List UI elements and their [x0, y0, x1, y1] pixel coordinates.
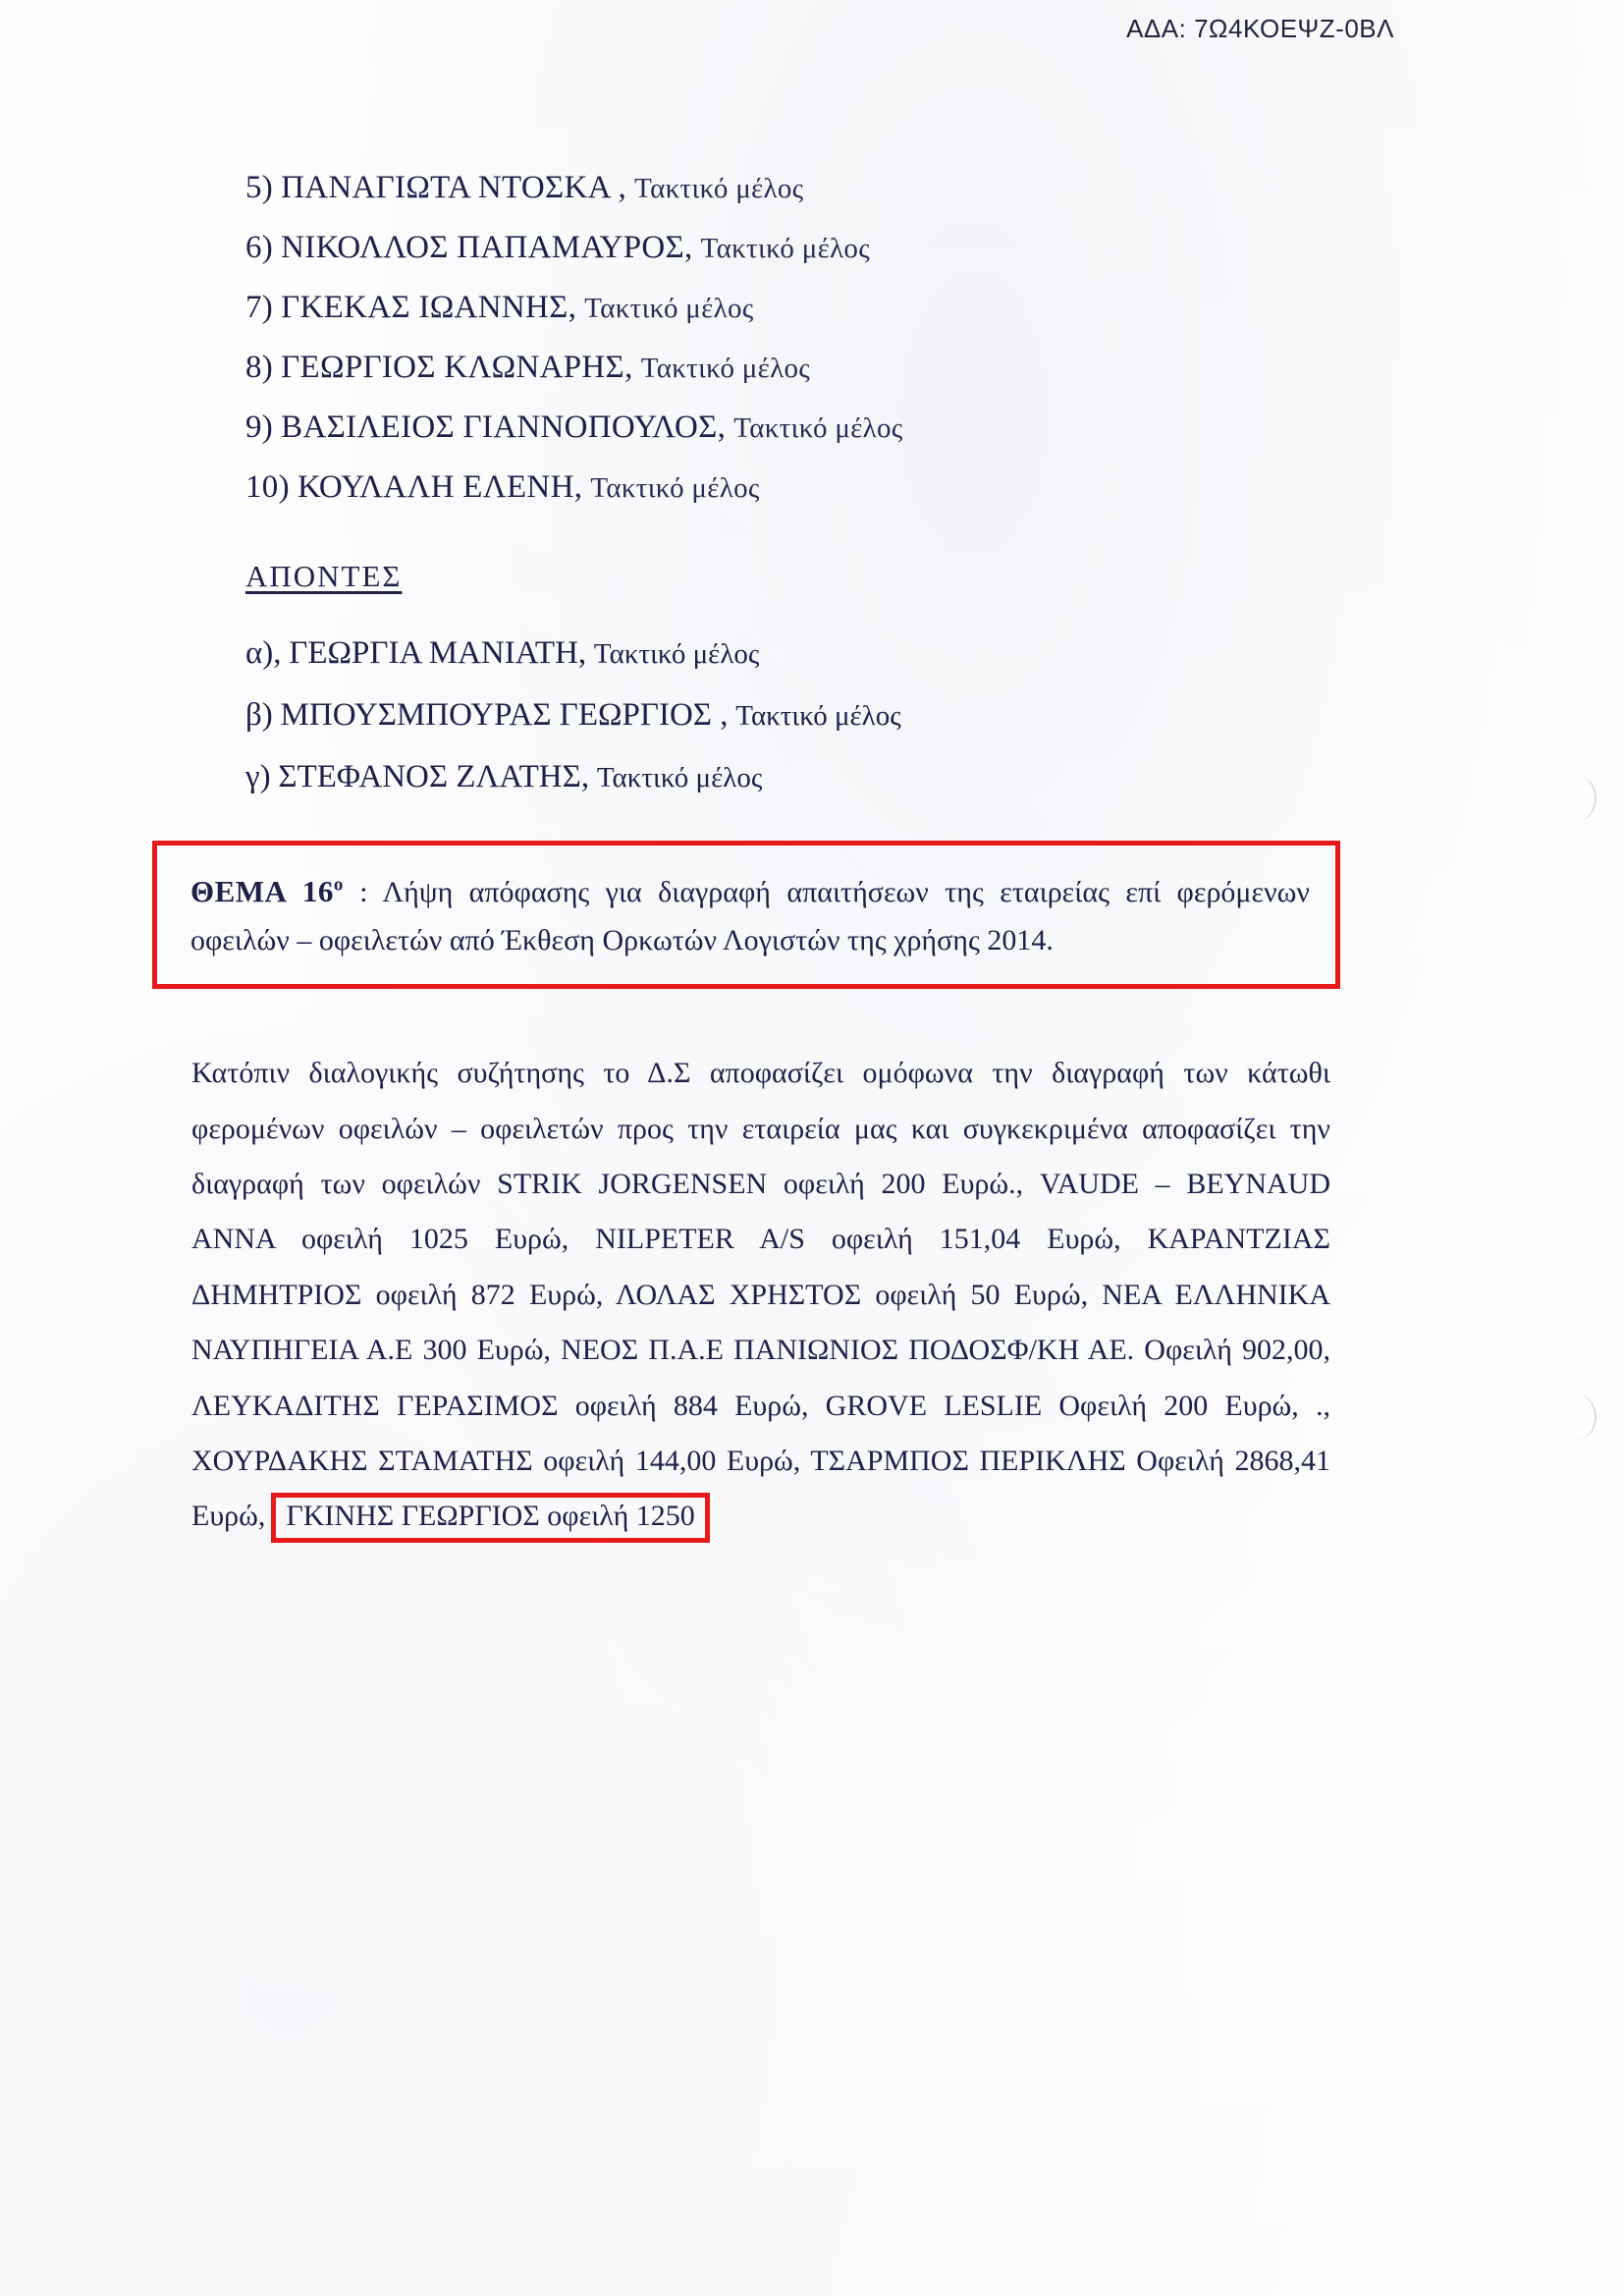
member-name: ΚΟΥΛΑΛΗ ΕΛΕΝΗ,	[297, 469, 583, 505]
list-item	[245, 761, 1424, 793]
absent-members-list	[245, 637, 1424, 793]
theme-highlight-box	[152, 841, 1340, 989]
member-index: 6)	[245, 230, 274, 265]
list-item	[245, 172, 1424, 204]
theme-text: Λήψη απόφασης για διαγραφή απαιτήσεων της εταιρείας επί φερόμενων οφειλών – οφειλετών από Έκθεση Ορκωτών Λογιστών της χρήσης 2014.	[190, 876, 1310, 957]
member-role: Τακτικό μέλος	[634, 173, 804, 204]
member-role: Τακτικό μέλος	[584, 293, 754, 324]
present-members-list	[245, 172, 1424, 504]
member-index: 9)	[245, 410, 274, 445]
punch-hole-mark	[1565, 1394, 1597, 1440]
member-index: 7)	[245, 290, 274, 325]
member-role: Τακτικό μέλος	[735, 700, 901, 732]
highlighted-debtor-entry: ΓΚΙΝΗΣ ΓΕΩΡΓΙΟΣ οφειλή 1250	[271, 1493, 709, 1543]
theme-separator: :	[359, 876, 368, 908]
document-body	[190, 170, 1424, 1545]
list-item	[245, 471, 1424, 504]
list-item	[245, 292, 1424, 324]
punch-hole-mark	[1565, 776, 1597, 821]
absent-section-heading: ΑΠΟΝΤΕΣ	[245, 559, 403, 593]
member-name: ΠΑΝΑΓΙΩΤΑ ΝΤΟΣΚΑ ,	[281, 170, 627, 205]
member-index: 5)	[245, 170, 274, 205]
member-index: α),	[245, 635, 282, 671]
member-role: Τακτικό μέλος	[593, 638, 760, 670]
member-role: Τακτικό μέλος	[733, 412, 903, 444]
list-item	[245, 411, 1424, 444]
list-item	[245, 637, 1424, 670]
list-item	[245, 232, 1424, 264]
ada-stamp: ΑΔΑ: 7Ω4ΚΟΕΨΖ-0ΒΛ	[1126, 14, 1394, 43]
member-role: Τακτικό μέλος	[640, 353, 811, 384]
member-name: ΓΕΩΡΓΙΑ ΜΑΝΙΑΤΗ,	[289, 635, 587, 671]
member-index: γ)	[245, 759, 271, 794]
decision-paragraph	[191, 1046, 1330, 1545]
member-name: ΒΑΣΙΛΕΙΟΣ ΓΙΑΝΝΟΠΟΥΛΟΣ,	[281, 410, 727, 445]
member-role: Τακτικό μέλος	[590, 472, 760, 504]
member-index: 10)	[245, 469, 290, 505]
member-name: ΜΠΟΥΣΜΠΟΥΡΑΣ ΓΕΩΡΓΙΟΣ ,	[280, 697, 729, 733]
member-name: ΣΤΕΦΑΝΟΣ ΖΛΑΤΗΣ,	[278, 759, 590, 794]
theme-label: ΘΕΜΑ $16^o$	[190, 874, 344, 908]
theme-paragraph	[190, 867, 1310, 964]
member-role: Τακτικό μέλος	[700, 233, 870, 264]
member-index: β)	[245, 697, 273, 733]
list-item	[245, 699, 1424, 732]
list-item	[245, 352, 1424, 384]
member-index: 8)	[245, 350, 274, 385]
theme-label-superscript: ο	[333, 874, 344, 896]
member-name: ΓΚΕΚΑΣ ΙΩΑΝΝΗΣ,	[281, 290, 577, 325]
member-role: Τακτικό μέλος	[596, 762, 763, 793]
decision-body: Κατόπιν διαλογικής συζήτησης το Δ.Σ αποφασίζει ομόφωνα την διαγραφή των κάτωθι φερομένων οφειλών – οφειλετών προς την εταιρεία μας και συγκεκριμένα αποφασίζει την διαγραφή των οφειλών STRIK JORGENSEN οφειλή 200 Ευρώ., VAUDE – BEYNAUD ANNA οφειλή 1025 Ευρώ, NILPETER A/S οφειλή 151,04 Ευρώ, ΚΑΡΑΝΤΖΙΑΣ ΔΗΜΗΤΡΙΟΣ οφειλή 872 Ευρώ, ΛΟΛΑΣ ΧΡΗΣΤΟΣ οφειλή 50 Ευρώ, ΝΕΑ ΕΛΛΗΝΙΚΑ ΝΑΥΠΗΓΕΙΑ Α.Ε 300 Ευρώ, ΝΕΟΣ Π.Α.Ε ΠΑΝΙΩΝΙΟΣ ΠΟΔΟΣΦ/ΚΗ ΑΕ. Οφειλή 902,00, ΛΕΥΚΑΔΙΤΗΣ ΓΕΡΑΣΙΜΟΣ οφειλή 884 Ευρώ, GROVE LESLIE Οφειλή 200 Ευρώ, ., ΧΟΥΡΔΑΚΗΣ ΣΤΑΜΑΤΗΣ οφειλή 144,00 Ευρώ, ΤΣΑΡΜΠΟΣ ΠΕΡΙΚΛΗΣ Οφειλή 2868,41 Ευρώ,	[191, 1057, 1330, 1533]
member-name: ΝΙΚΟΛΛΟΣ ΠΑΠΑΜΑΥΡΟΣ,	[281, 230, 693, 265]
member-name: ΓΕΩΡΓΙΟΣ ΚΛΩΝΑΡΗΣ,	[281, 350, 633, 385]
